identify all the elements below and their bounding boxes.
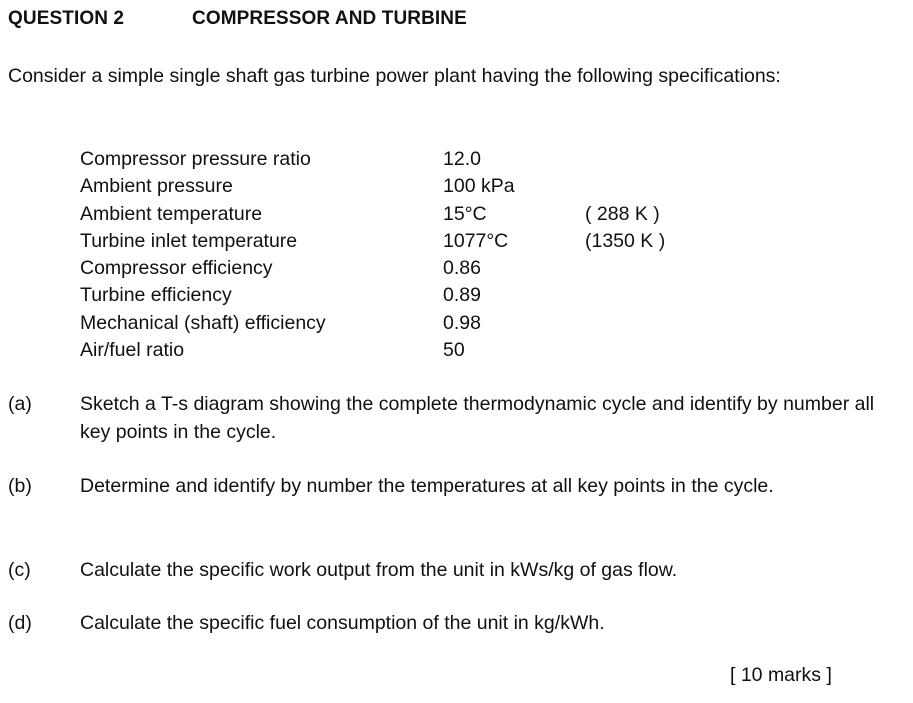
spec-value: 1077°C <box>443 229 509 252</box>
part-text: Sketch a T-s diagram showing the complete thermodynamic cycle and identify by number all key points in the cycle. <box>80 393 875 443</box>
spec-label: Turbine efficiency <box>80 284 232 307</box>
part-text: Calculate the specific fuel consumption of the unit in kg/kWh. <box>80 612 605 634</box>
spec-value: 0.89 <box>443 284 481 307</box>
spec-label: Ambient temperature <box>80 202 263 225</box>
spec-note: (1350 K ) <box>585 229 666 252</box>
part-text: Determine and identify by number the temperatures at all key points in the cycle. <box>80 475 774 497</box>
spec-label: Mechanical (shaft) efficiency <box>80 311 326 334</box>
spec-value: 0.86 <box>443 257 481 280</box>
spec-label: Ambient pressure <box>80 175 233 198</box>
question-heading <box>8 8 467 30</box>
spec-value: 12.0 <box>443 148 481 170</box>
question-part-c <box>8 556 908 584</box>
spec-label: Compressor pressure ratio <box>80 148 311 170</box>
question-part-a <box>8 390 908 446</box>
part-letter: (a) <box>8 393 32 415</box>
question-part-b <box>8 472 908 500</box>
part-letter: (c) <box>8 559 31 581</box>
question-title: COMPRESSOR AND TURBINE <box>192 8 467 29</box>
spec-label: Turbine inlet temperature <box>80 229 298 252</box>
question-part-d <box>8 609 908 637</box>
intro-paragraph: Consider a simple single shaft gas turbine power plant having the following specifications: <box>8 65 781 87</box>
part-letter: (b) <box>8 475 32 497</box>
marks-label: [ 10 marks ] <box>730 664 832 686</box>
spec-label: Compressor efficiency <box>80 257 273 280</box>
spec-label: Air/fuel ratio <box>80 339 185 362</box>
spec-note: ( 288 K ) <box>585 202 660 225</box>
question-number: QUESTION 2 <box>8 8 125 29</box>
spec-value: 50 <box>443 339 465 362</box>
part-text: Calculate the specific work output from the unit in kWs/kg of gas flow. <box>80 559 678 581</box>
spec-value: 100 kPa <box>443 175 515 198</box>
spec-value: 0.98 <box>443 311 481 334</box>
spec-value: 15°C <box>443 202 487 225</box>
part-letter: (d) <box>8 612 32 634</box>
